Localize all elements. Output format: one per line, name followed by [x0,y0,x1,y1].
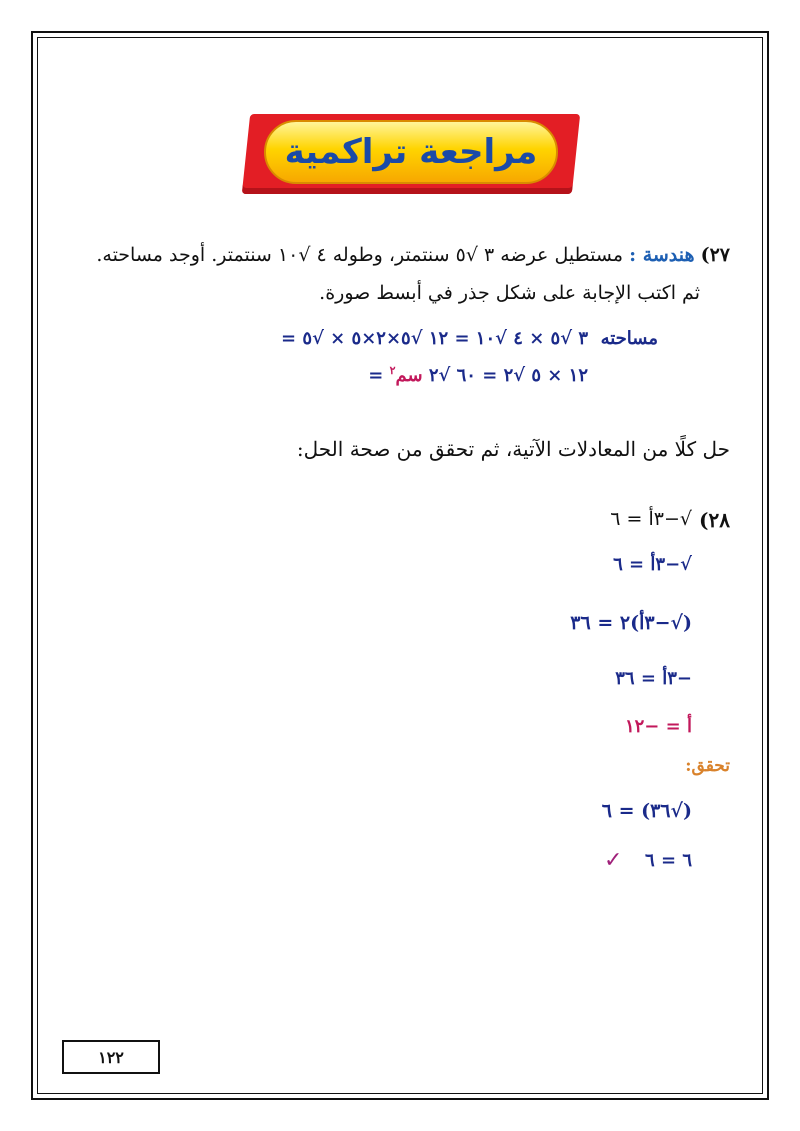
q27-area-label: مساحته [600,328,658,349]
checkmark-icon: ✓ [604,848,623,873]
q28-step-4: أ = −١٢ [624,716,692,737]
section-banner [246,106,576,198]
q27-unit: سم [395,365,423,386]
q27-step-2-text: = ١٢ × ٥ √٢ = ٦٠ √٢ [368,365,588,386]
q28-verify-1: (√٣٦) = ٦ [601,800,692,822]
banner-title: مراجعة تراكمية [284,132,538,172]
q27-line-1 [96,244,730,266]
q27-text-2: ثم اكتب الإجابة على شكل جذر في أبسط صورة. [319,282,700,304]
banner-pill [264,120,558,184]
verify-label: تحقق: [685,756,730,776]
q28-number: ٢٨) [699,508,730,532]
q28-step-1: √−٣أ = ٦ [613,554,692,575]
page-number-box [62,1040,160,1074]
q27-step-1: = ٣ √٥ × ٤ √١٠ = ١٢ √٥×٢×٥ × √٥ [281,328,588,349]
q28-verify-2: ٦ = ٦ [645,850,692,871]
q27-label: هندسة : [629,244,695,266]
q28-step-3: −٣أ = ٣٦ [615,668,692,689]
q27-step-2: = ١٢ × ٥ √٢ = ٦٠ √٢ سم$^٢$ [368,364,588,386]
q28-step-2: (√−٣أ)٢ = ٣٦ [570,612,692,634]
q27-number: ٢٧) [700,244,730,266]
q28-equation: √−٣أ = ٦ [610,508,692,530]
instruction: حل كلًا من المعادلات الآتية، ثم تحقق من صحة الحل: [296,437,730,461]
page-number: ١٢٢ [98,1047,124,1067]
q27-text-1: مستطيل عرضه ٣ √٥ سنتمتر، وطوله ٤ √١٠ سنتمتر. أوجد مساحته. [96,244,624,266]
q27-line-2 [319,282,700,304]
